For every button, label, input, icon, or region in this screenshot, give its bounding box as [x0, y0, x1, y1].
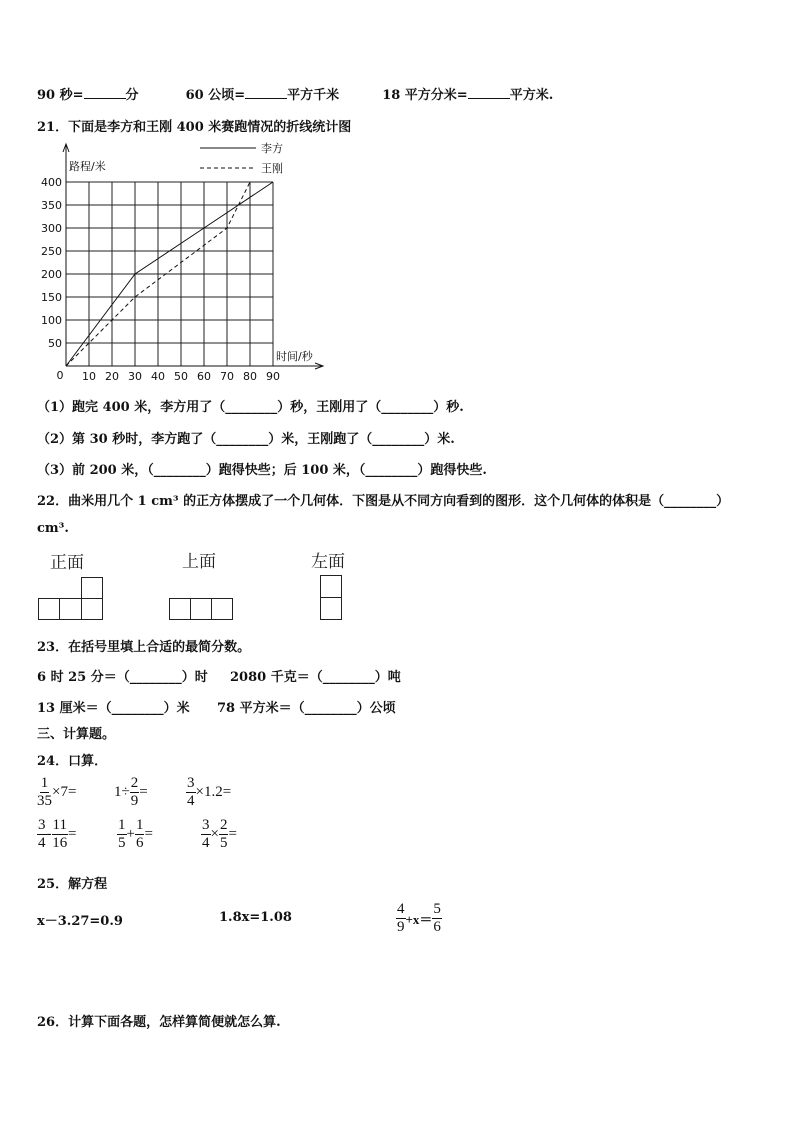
fraction: $\frac{1}{6}$ — [135, 817, 144, 851]
q23-title: 23．在括号里填上合适的最简分数。 — [37, 640, 251, 655]
fraction: $\frac{3}{4}$ — [38, 817, 46, 851]
y-tick-label: 200 — [41, 268, 62, 281]
conv-b-unit: 平方千米 — [287, 88, 340, 103]
top-view-cell — [169, 598, 191, 620]
y-tick-label: 250 — [41, 245, 62, 258]
conv-c-label: 18 平方分米= — [382, 88, 468, 103]
view-left-label: 左面 — [311, 552, 345, 572]
y-tick-label: 50 — [48, 337, 62, 350]
fraction: $\frac{5}{6}$ — [433, 901, 441, 935]
y-tick-label: 100 — [41, 314, 62, 327]
fraction: $\frac{3}{4}$ — [202, 817, 210, 851]
x-axis-label: 时间/秒 — [276, 350, 313, 363]
equation: $\frac{4}{9}$ +x＝ $\frac{5}{6}$ — [397, 901, 441, 935]
front-view-cell — [38, 598, 60, 620]
oral-calc-expression: $\frac{3}{4}$ - $\frac{11}{16}$ = — [38, 817, 77, 851]
legend-label: 李方 — [261, 142, 283, 155]
y-tick-label: 150 — [41, 291, 62, 304]
equation: 1.8x=1.08 — [219, 910, 292, 925]
x-tick-label: 60 — [197, 370, 211, 383]
top-view-cell — [190, 598, 212, 620]
y-axis-label: 路程/米 — [69, 160, 106, 173]
oral-calc-expression: $\frac{3}{4}$ × $\frac{2}{5}$ = — [202, 817, 237, 851]
oral-calc-expression: $\frac{1}{35}$ ×7= — [37, 775, 77, 809]
section-heading: 三、计算题。 — [37, 727, 116, 742]
equation: x－3.27=0.9 — [37, 914, 123, 929]
left-view-cell — [320, 575, 342, 598]
fraction: $\frac{3}{4}$ — [187, 775, 195, 809]
fraction: $\frac{2}{5}$ — [219, 817, 228, 851]
x-tick-label: 90 — [266, 370, 280, 383]
x-tick-label: 40 — [151, 370, 165, 383]
front-view-cell — [81, 598, 103, 620]
x-tick-label: 50 — [174, 370, 188, 383]
front-view-cell — [59, 598, 82, 620]
conv-a-unit: 分 — [125, 88, 139, 103]
fraction: $\frac{4}{9}$ — [397, 901, 405, 935]
x-tick-label: 70 — [220, 370, 234, 383]
q22-text: 22．曲米用几个 1 cm³ 的正方体摆成了一个几何体．下图是从不同方向看到的图形．这个几何体的体积是（________） — [37, 494, 730, 509]
q22-unit: cm³. — [37, 521, 69, 536]
q21-sub1: （1）跑完 400 米，李方用了（________）秒，王刚用了（________）秒. — [37, 400, 464, 415]
q23-item: 2080 千克＝（________）吨 — [230, 670, 401, 685]
q21-sub2: （2）第 30 秒时，李方跑了（________）米，王刚跑了（________）米. — [37, 432, 455, 447]
top-view-cell — [211, 598, 233, 620]
x-tick-label: 30 — [128, 370, 142, 383]
fraction: $\frac{2}{9}$ — [130, 775, 139, 809]
q26-title: 26．计算下面各题，怎样算简便就怎么算. — [37, 1015, 281, 1030]
left-view-cell — [320, 597, 342, 620]
q23-item: 78 平方米＝（________）公顷 — [217, 701, 396, 716]
fraction: $\frac{1}{35}$ — [37, 775, 52, 809]
q25-title: 25．解方程 — [37, 877, 108, 892]
q24-title: 24．口算． — [37, 754, 108, 769]
fraction: $\frac{11}{16}$ — [52, 817, 68, 851]
q21-title: 21．下面是李方和王刚 400 米赛跑情况的折线统计图 — [37, 120, 352, 135]
q23-item: 13 厘米＝（________）米 — [37, 701, 190, 716]
conv-b-blank[interactable] — [245, 86, 287, 99]
origin-label: 0 — [56, 369, 64, 382]
y-tick-label: 300 — [41, 222, 62, 235]
x-tick-label: 20 — [105, 370, 119, 383]
fraction: $\frac{1}{5}$ — [118, 817, 126, 851]
conv-b-label: 60 公顷= — [185, 88, 246, 103]
line-chart — [40, 136, 340, 386]
x-tick-label: 80 — [243, 370, 257, 383]
conv-a-label: 90 秒= — [37, 88, 84, 103]
front-view-cell — [81, 577, 103, 599]
x-tick-label: 10 — [82, 370, 96, 383]
q21-sub3: （3）前 200 米，（________）跑得快些；后 100 米，（________）跑得快些. — [37, 463, 487, 478]
conv-a-blank[interactable] — [84, 86, 126, 99]
oral-calc-expression: $\frac{1}{5}$ + $\frac{1}{6}$ = — [118, 817, 153, 851]
view-top-label: 上面 — [182, 552, 216, 572]
oral-calc-expression: 1÷ $\frac{2}{9}$ = — [114, 775, 148, 809]
view-front-label: 正面 — [50, 553, 84, 573]
conv-c-blank[interactable] — [468, 86, 510, 99]
legend-label: 王刚 — [261, 162, 283, 175]
y-tick-label: 350 — [41, 199, 62, 212]
conv-c-unit: 平方米. — [509, 88, 554, 103]
conversion-row — [37, 84, 553, 103]
y-tick-label: 400 — [41, 176, 62, 189]
q23-item: 6 时 25 分＝（________）时 — [37, 670, 208, 685]
oral-calc-expression: $\frac{3}{4}$ ×1.2= — [187, 775, 232, 809]
